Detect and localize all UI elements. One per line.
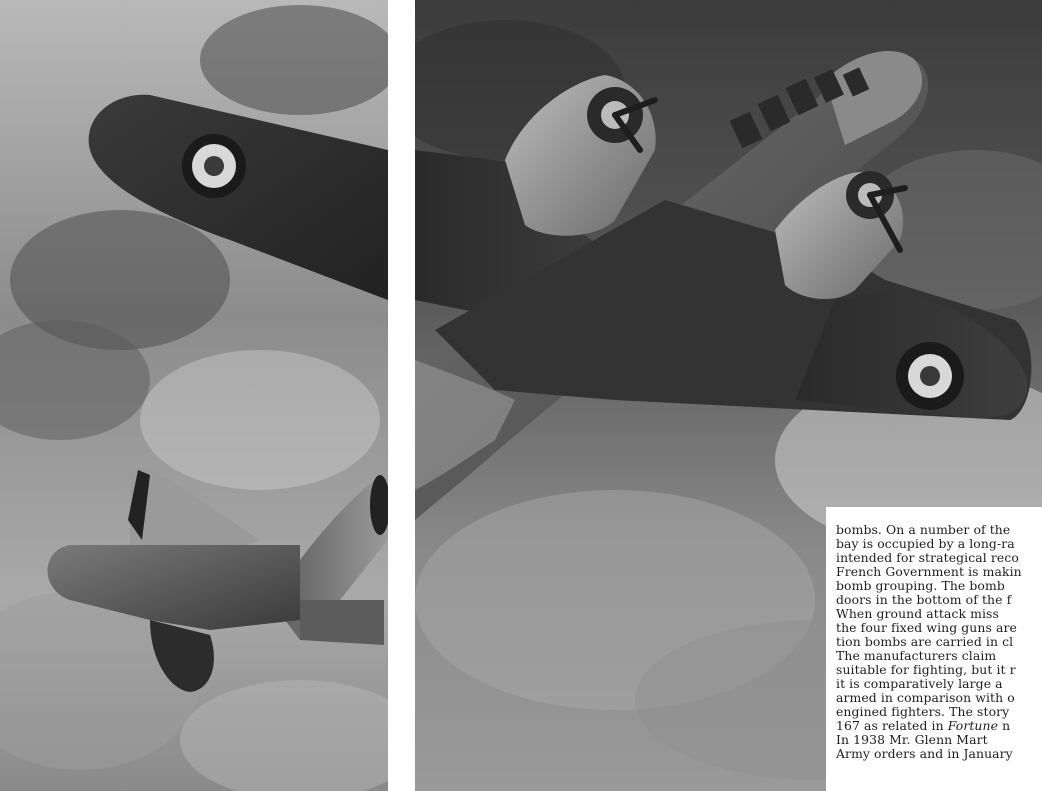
article-line: the four fixed wing guns are bbox=[836, 620, 1017, 635]
roundel-insignia bbox=[182, 134, 246, 198]
article-line: bay is occupied by a long-ra bbox=[836, 536, 1015, 551]
article-text-column bbox=[826, 507, 1042, 791]
article-line-start: 167 as related in bbox=[836, 718, 948, 733]
cloud bbox=[140, 350, 380, 490]
article-line: bombs. On a number of the bbox=[836, 522, 1011, 537]
article-line: Army orders and in January bbox=[836, 746, 1013, 761]
article-line: intended for strategical reco bbox=[836, 550, 1019, 565]
article-line-with-italic bbox=[836, 719, 1010, 733]
article-line: engined fighters. The story bbox=[836, 704, 1010, 719]
page-gutter bbox=[388, 0, 415, 791]
article-line: doors in the bottom of the f bbox=[836, 592, 1012, 607]
article-line: it is comparatively large a bbox=[836, 676, 1003, 691]
article-line: suitable for fighting, but it r bbox=[836, 662, 1016, 677]
article-line: French Government is makin bbox=[836, 564, 1022, 579]
italic-title: Fortune bbox=[947, 718, 999, 733]
left-page-photo bbox=[0, 0, 388, 791]
article-line: bomb grouping. The bomb bbox=[836, 578, 1005, 593]
article-line: In 1938 Mr. Glenn Mart bbox=[836, 732, 988, 747]
article-line-end: n bbox=[998, 718, 1011, 733]
article-line: tion bombs are carried in cl bbox=[836, 634, 1014, 649]
article-line: armed in comparison with o bbox=[836, 690, 1015, 705]
article-line: The manufacturers claim bbox=[836, 648, 997, 663]
roundel-insignia bbox=[896, 342, 964, 410]
tailplane-right bbox=[300, 600, 384, 645]
article-line: When ground attack miss bbox=[836, 606, 999, 621]
